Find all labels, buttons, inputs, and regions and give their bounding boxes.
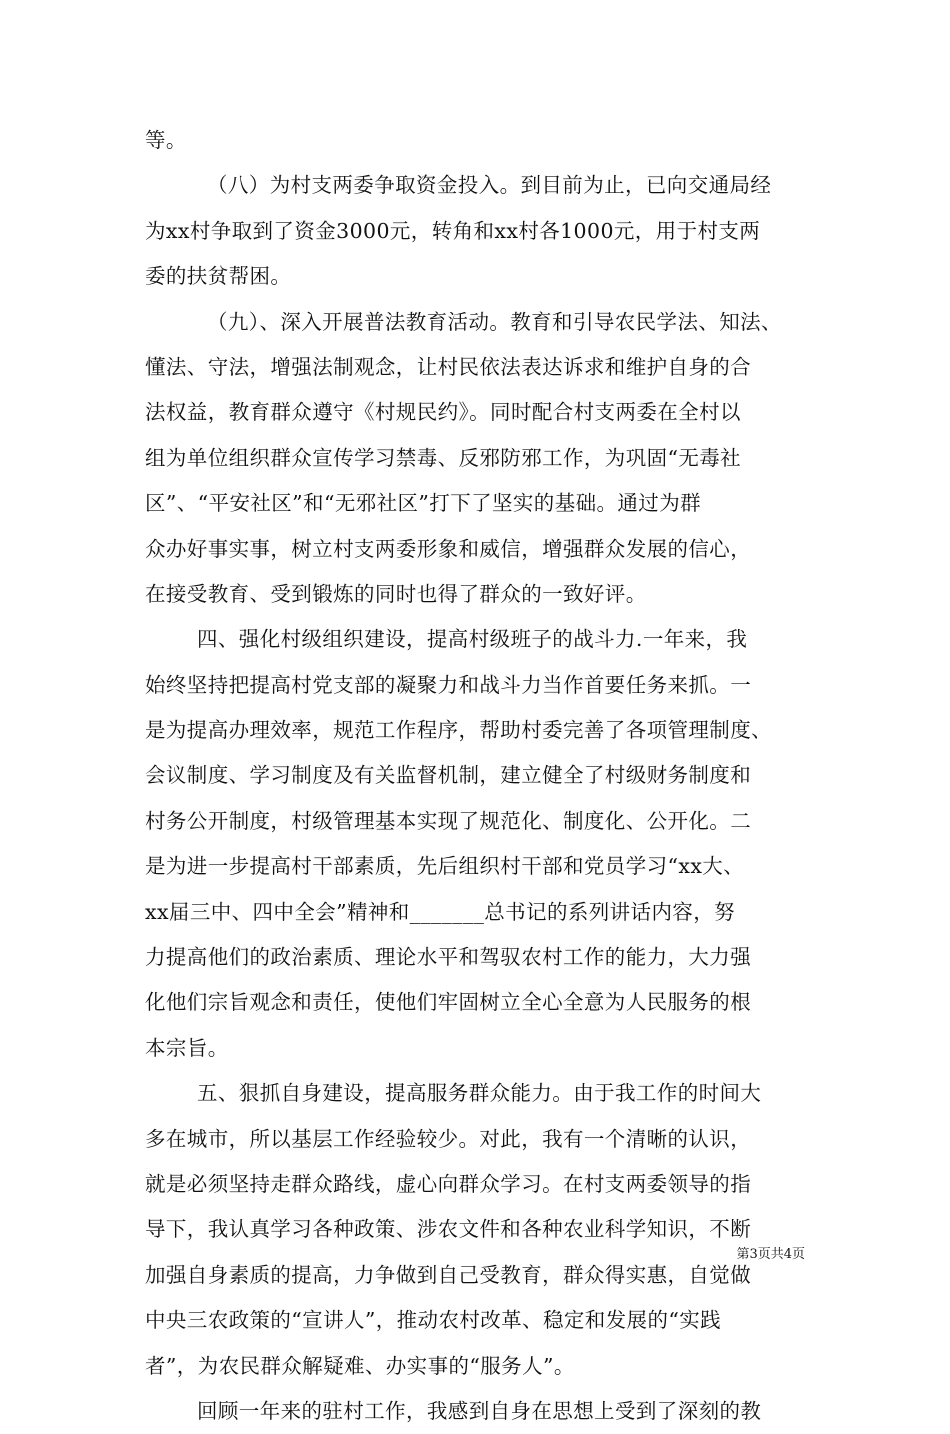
text-line: 始终坚持把提高村党支部的凝聚力和战斗力当作首要任务来抓。一 bbox=[145, 672, 752, 697]
document-body bbox=[145, 118, 835, 1434]
text-line: 法权益，教育群众遵守《村规民约》。同时配合村支两委在全村以 bbox=[145, 400, 741, 425]
text-line: （九）、深入开展普法教育活动。教育和引导农民学法、知法、 bbox=[207, 309, 782, 334]
text-line: 本宗旨。 bbox=[145, 1035, 229, 1060]
text-line: （八）为村支两委争取资金投入。到目前为止，已向交通局经 bbox=[207, 173, 772, 198]
text-line: 回顾一年来的驻村工作，我感到自身在思想上受到了深刻的教 bbox=[197, 1398, 762, 1423]
text-line: 在接受教育、受到锻炼的同时也得了群众的一致好评。 bbox=[145, 581, 647, 606]
page-number: 第3页共4页 bbox=[736, 1247, 805, 1262]
text-line: 组为单位组织群众宣传学习禁毒、反邪防邪工作，为巩固“无毒社 bbox=[145, 445, 742, 470]
text-line: 是为提高办理效率，规范工作程序，帮助村委完善了各项管理制度、 bbox=[145, 718, 772, 743]
text-line: 力提高他们的政治素质、理论水平和驾驭农村工作的能力，大力强 bbox=[145, 945, 752, 970]
text-line: 四、强化村级组织建设，提高村级班子的战斗力.一年来，我 bbox=[197, 627, 748, 652]
text-line: 是为进一步提高村干部素质，先后组织村干部和党员学习“xx大、 bbox=[145, 854, 745, 879]
text-line: 中央三农政策的“宣讲人”，推动农村改革、稳定和发展的“实践 bbox=[145, 1308, 722, 1333]
text-line: 五、狠抓自身建设，提高服务群众能力。由于我工作的时间大 bbox=[197, 1081, 762, 1106]
text-line: 等。 bbox=[145, 128, 187, 152]
text-line: 就是必须坚持走群众路线，虚心向群众学习。在村支两委领导的指 bbox=[145, 1171, 752, 1196]
text-line: 者”，为农民群众解疑难、办实事的“服务人”。 bbox=[145, 1353, 575, 1378]
text-line: xx届三中、四中全会”精神和_______总书记的系列讲话内容，努 bbox=[145, 899, 736, 924]
text-line: 多在城市，所以基层工作经验较少。对此，我有一个清晰的认识， bbox=[145, 1126, 752, 1151]
text-line: 化他们宗旨观念和责任，使他们牢固树立全心全意为人民服务的根 bbox=[145, 990, 752, 1015]
text-line: 为xx村争取到了资金3000元，转角和xx村各1000元，用于村支两 bbox=[145, 218, 761, 243]
text-line: 村务公开制度，村级管理基本实现了规范化、制度化、公开化。二 bbox=[145, 808, 752, 833]
text-line: 众办好事实事，树立村支两委形象和威信，增强群众发展的信心， bbox=[145, 536, 752, 561]
text-line: 加强自身素质的提高，力争做到自己受教育，群众得实惠，自觉做 bbox=[145, 1262, 752, 1287]
text-line: 委的扶贫帮困。 bbox=[145, 264, 292, 289]
text-line: 导下，我认真学习各种政策、涉农文件和各种农业科学知识，不断 bbox=[145, 1217, 752, 1242]
text-line: 区”、“平安社区”和“无邪社区”打下了坚实的基础。通过为群 bbox=[145, 491, 701, 516]
text-line: 会议制度、学习制度及有关监督机制，建立健全了村级财务制度和 bbox=[145, 763, 752, 788]
text-line: 懂法、守法，增强法制观念，让村民依法表达诉求和维护自身的合 bbox=[145, 354, 752, 379]
